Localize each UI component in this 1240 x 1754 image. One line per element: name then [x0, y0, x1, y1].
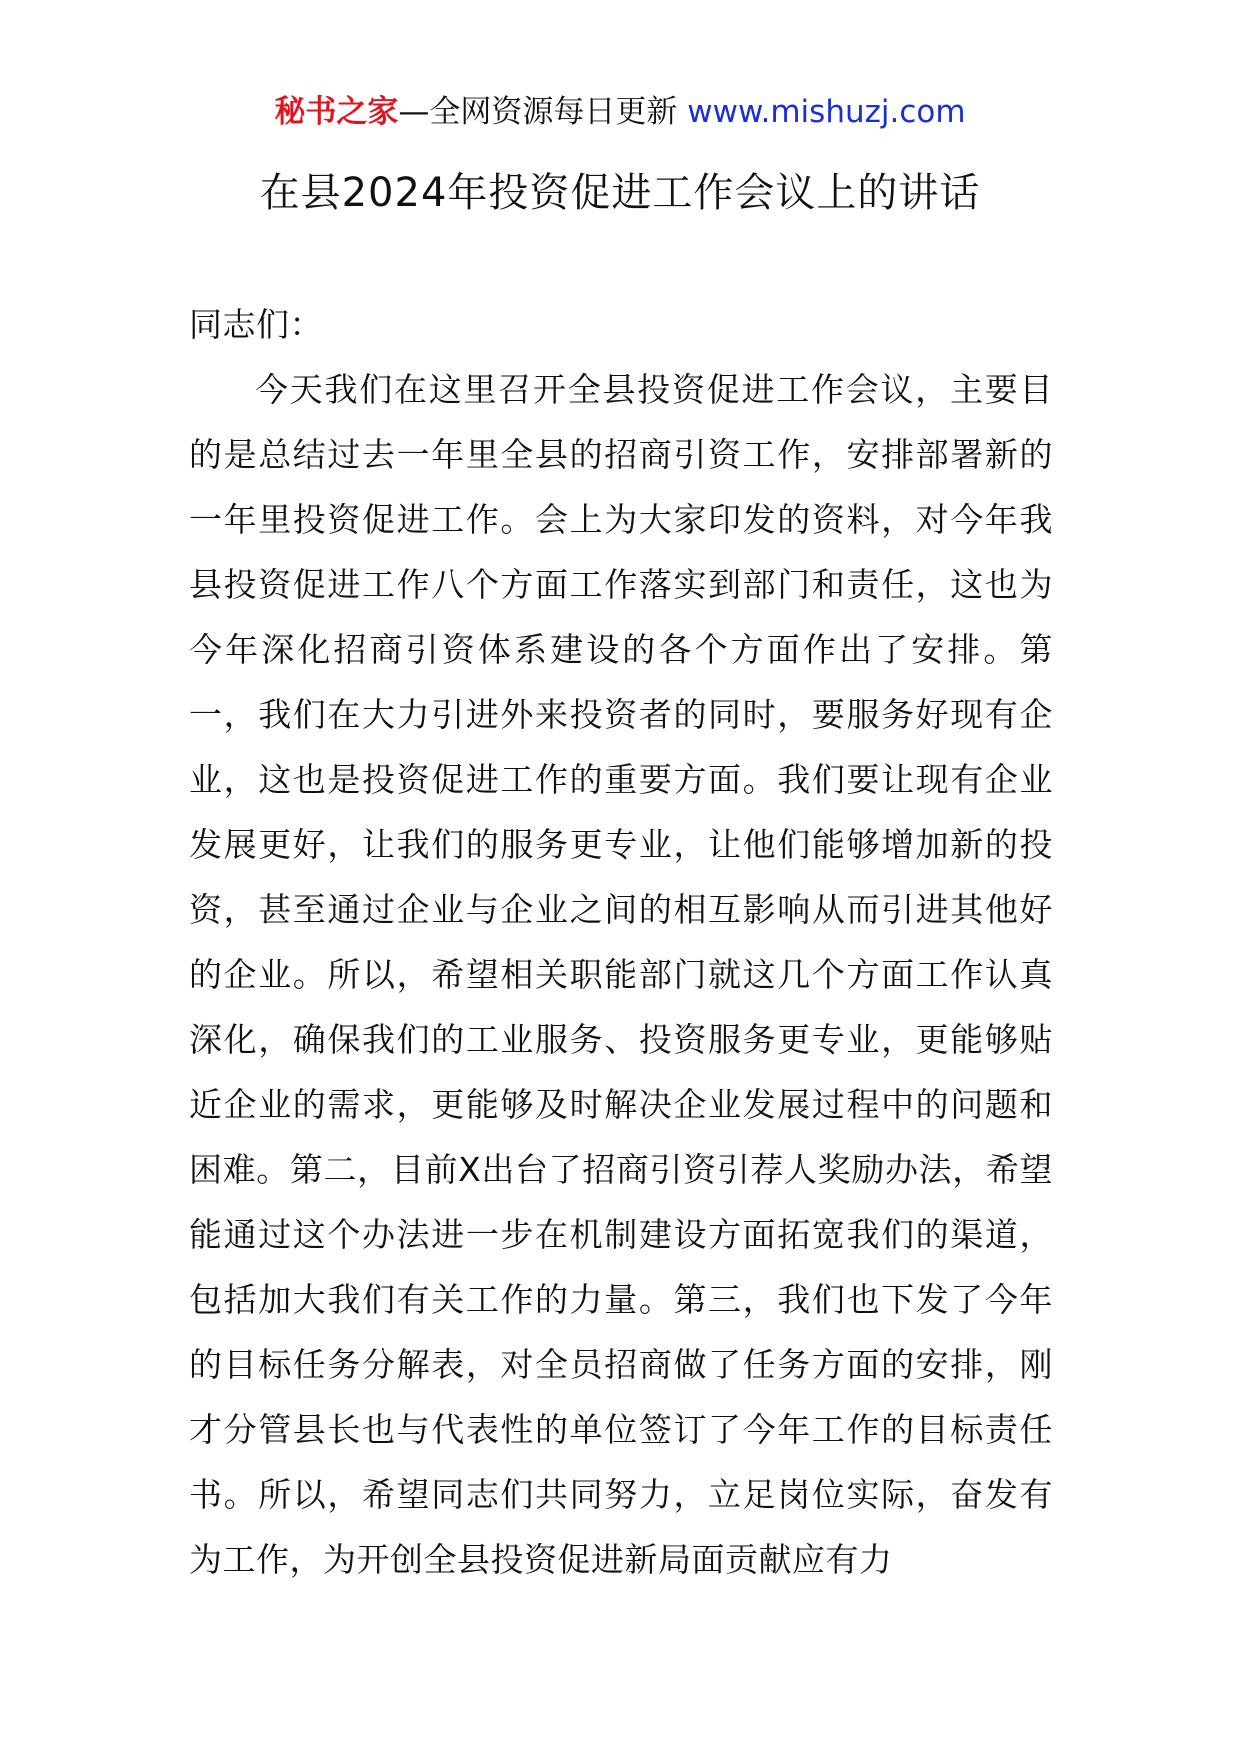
site-header — [0, 92, 1240, 132]
salutation: 同志们： — [189, 305, 323, 344]
site-brand: 秘书之家 — [274, 94, 399, 130]
site-url-link[interactable]: www.mishuzj.com — [687, 94, 966, 130]
body-paragraph: 今天我们在这里召开全县投资促进工作会议，主要目的是总结过去一年里全县的招商引资工作，安排部署新的一年里投资促进工作。会上为大家印发的资料，对今年我县投资促进工作八个方面工作落实到部门和责任，这也为今年深化招商引资体系建设的各个方面作出了安排。第一，我们在大力引进外来投资者的同时，要服务好现有企业，这也是投资促进工作的重要方面。我们要让现有企业发展更好，让我们的服务更专业，让他们能够增加新的投资，甚至通过企业与企业之间的相互影响从而引进其他好的企业。所以，希望相关职能部门就这几个方面工作认真深化，确保我们的工业服务、投资服务更专业，更能够贴近企业的需求，更能够及时解决企业发展过程中的问题和困难。第二，目前X出台了招商引资引荐人奖励办法，希望能通过这个办法进一步在机制建设方面拓宽我们的渠道，包括加大我们有关工作的力量。第三，我们也下发了今年的目标任务分解表，对全员招商做了任务方面的安排，刚才分管县长也与代表性的单位签订了今年工作的目标责任书。所以，希望同志们共同努力，立足岗位实际，奋发有为工作，为开创全县投资促进新局面贡献应有力 — [189, 370, 1053, 1579]
site-tagline: —全网资源每日更新 — [398, 94, 678, 130]
document-title: 在县2024年投资促进工作会议上的讲话 — [259, 170, 981, 216]
